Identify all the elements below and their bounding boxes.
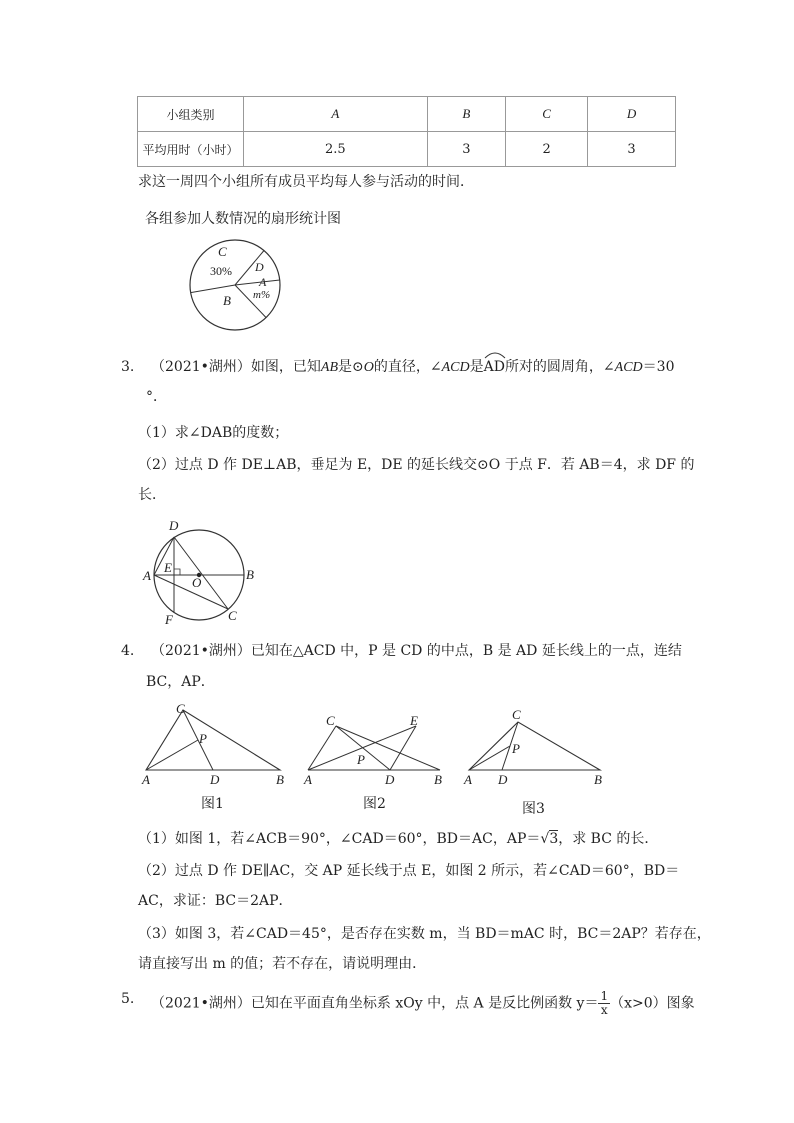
label-p: P bbox=[512, 741, 520, 756]
text-run: 是⊙ bbox=[338, 359, 364, 375]
label-e: E bbox=[410, 713, 418, 728]
sqrt-expression: √3 bbox=[540, 831, 559, 847]
text-run: 的直径，∠ bbox=[373, 359, 442, 375]
label-b: B bbox=[276, 772, 284, 787]
question-part: 长． bbox=[138, 487, 166, 503]
text-run: 是 bbox=[469, 359, 484, 375]
pie-label-a: A bbox=[259, 275, 267, 289]
pie-label-b: B bbox=[223, 293, 231, 308]
question-part: （3）如图 3，若∠CAD＝45°，是否存在实数 m，当 BD＝mAC 时，BC＝2AP？若存在， bbox=[138, 926, 711, 942]
table-cell: 2 bbox=[506, 132, 588, 167]
text-run: 所对的圆周角，∠ bbox=[504, 359, 615, 375]
arc-notation bbox=[484, 358, 505, 376]
arc-symbol bbox=[484, 351, 506, 359]
table-header-cell: A bbox=[244, 97, 428, 132]
pie-divider bbox=[235, 280, 280, 285]
math-var: AD bbox=[483, 359, 505, 375]
triangle-figure-2 bbox=[300, 708, 450, 790]
fraction-numerator: 1 bbox=[600, 989, 609, 1003]
question-part: 请直接写出 m 的值；若不存在，请说明理由． bbox=[138, 956, 427, 972]
question-line bbox=[151, 990, 695, 1017]
segment-dc bbox=[174, 537, 228, 609]
sqrt-radicand: 3 bbox=[549, 831, 559, 847]
label-c: C bbox=[228, 608, 237, 623]
fraction-denominator: x bbox=[600, 1003, 608, 1017]
label-a: A bbox=[143, 568, 151, 583]
question-part: AC，求证：BC＝2AP． bbox=[138, 893, 293, 909]
data-table bbox=[137, 96, 676, 167]
table-header-cell: D bbox=[588, 97, 676, 132]
label-e: E bbox=[164, 560, 172, 575]
triangle-figure-3 bbox=[460, 704, 610, 790]
question-part: （1）求∠DAB的度数； bbox=[138, 425, 289, 441]
question-line: BC，AP． bbox=[146, 674, 215, 690]
label-d: D bbox=[210, 772, 220, 787]
label-a: A bbox=[142, 772, 150, 787]
pie-title: 各组参加人数情况的扇形统计图 bbox=[145, 211, 341, 227]
question-part: （2）过点 D 作 DE∥AC，交 AP 延长线于点 E，如图 2 所示，若∠CAD＝60°，BD＝ bbox=[138, 863, 680, 879]
label-d: D bbox=[498, 772, 508, 787]
table-cell: 3 bbox=[427, 132, 506, 167]
triangle-acb bbox=[469, 722, 600, 770]
figure-caption: 图2 bbox=[363, 796, 386, 812]
segment-ap bbox=[146, 740, 198, 770]
pie-label-a-percent: m% bbox=[253, 289, 271, 301]
fraction bbox=[598, 990, 610, 1017]
pie-label-c: C bbox=[218, 244, 227, 259]
question-text: 求这一周四个小组所有成员平均每人参与活动的时间． bbox=[138, 174, 474, 190]
label-b: B bbox=[246, 567, 254, 582]
pie-divider bbox=[191, 285, 235, 293]
segment-de bbox=[390, 726, 416, 770]
triangle-figure-1 bbox=[138, 700, 288, 790]
text-run: ，求 BC 的长． bbox=[558, 831, 659, 847]
table-row bbox=[138, 97, 676, 132]
label-p: P bbox=[357, 752, 365, 767]
label-f: F bbox=[165, 612, 173, 627]
label-c: C bbox=[176, 701, 185, 716]
table-cell: 2.5 bbox=[244, 132, 428, 167]
table-cell: 平均用时（小时） bbox=[138, 132, 244, 167]
question-line bbox=[151, 358, 675, 377]
table-row bbox=[138, 132, 676, 167]
label-a: A bbox=[304, 772, 312, 787]
label-d: D bbox=[169, 518, 179, 533]
figure-caption: 图1 bbox=[201, 796, 224, 812]
text-run: ＝30 bbox=[642, 359, 675, 375]
text-run: （1）如图 1，若∠ACB＝90°，∠CAD＝60°，BD＝AC，AP＝ bbox=[138, 831, 541, 847]
question-number: 5. bbox=[121, 991, 135, 1007]
label-b: B bbox=[594, 772, 602, 787]
label-b: B bbox=[434, 772, 442, 787]
table-header-cell: B bbox=[427, 97, 506, 132]
question-line: °． bbox=[146, 389, 167, 405]
table-cell: 3 bbox=[588, 132, 676, 167]
math-var: AB bbox=[320, 360, 338, 375]
triangle-acb bbox=[146, 710, 280, 770]
pie-label-d: D bbox=[255, 260, 264, 274]
text-run: （x>0）图象 bbox=[610, 995, 695, 1012]
question-number: 3. bbox=[121, 359, 135, 375]
segment-ac bbox=[308, 726, 336, 770]
table-header-cell: C bbox=[506, 97, 588, 132]
segment-cb bbox=[336, 726, 440, 770]
question-line: （2021•湖州）已知在△ACD 中，P 是 CD 的中点，B 是 AD 延长线上的一点，连结 bbox=[151, 643, 682, 659]
math-var: ACD bbox=[614, 360, 643, 375]
math-var: O bbox=[363, 360, 374, 375]
text-run: （2021•湖州）已知在平面直角坐标系 xOy 中，点 A 是反比例函数 y＝ bbox=[151, 995, 599, 1012]
right-angle-mark bbox=[174, 569, 180, 575]
question-number: 4. bbox=[121, 643, 135, 659]
table-header-cell: 小组类别 bbox=[138, 97, 244, 132]
pie-label-c-percent: 30% bbox=[210, 264, 232, 278]
label-o: O bbox=[192, 575, 202, 590]
question-part bbox=[138, 830, 658, 848]
label-c: C bbox=[512, 707, 521, 722]
question-part: （2）过点 D 作 DE⊥AB，垂足为 E，DE 的延长线交⊙O 于点 F．若 AB＝4，求 DF 的 bbox=[138, 457, 695, 473]
label-a: A bbox=[464, 772, 472, 787]
text-run: 如图，已知 bbox=[250, 359, 321, 375]
label-p: P bbox=[199, 731, 207, 746]
label-d: D bbox=[385, 772, 395, 787]
question-source: （2021•湖州） bbox=[151, 359, 251, 375]
pie-chart-figure bbox=[180, 234, 290, 336]
math-var: ACD bbox=[441, 360, 470, 375]
label-c: C bbox=[326, 713, 335, 728]
figure-caption: 图3 bbox=[522, 801, 545, 817]
circle-geometry-figure bbox=[140, 515, 265, 630]
